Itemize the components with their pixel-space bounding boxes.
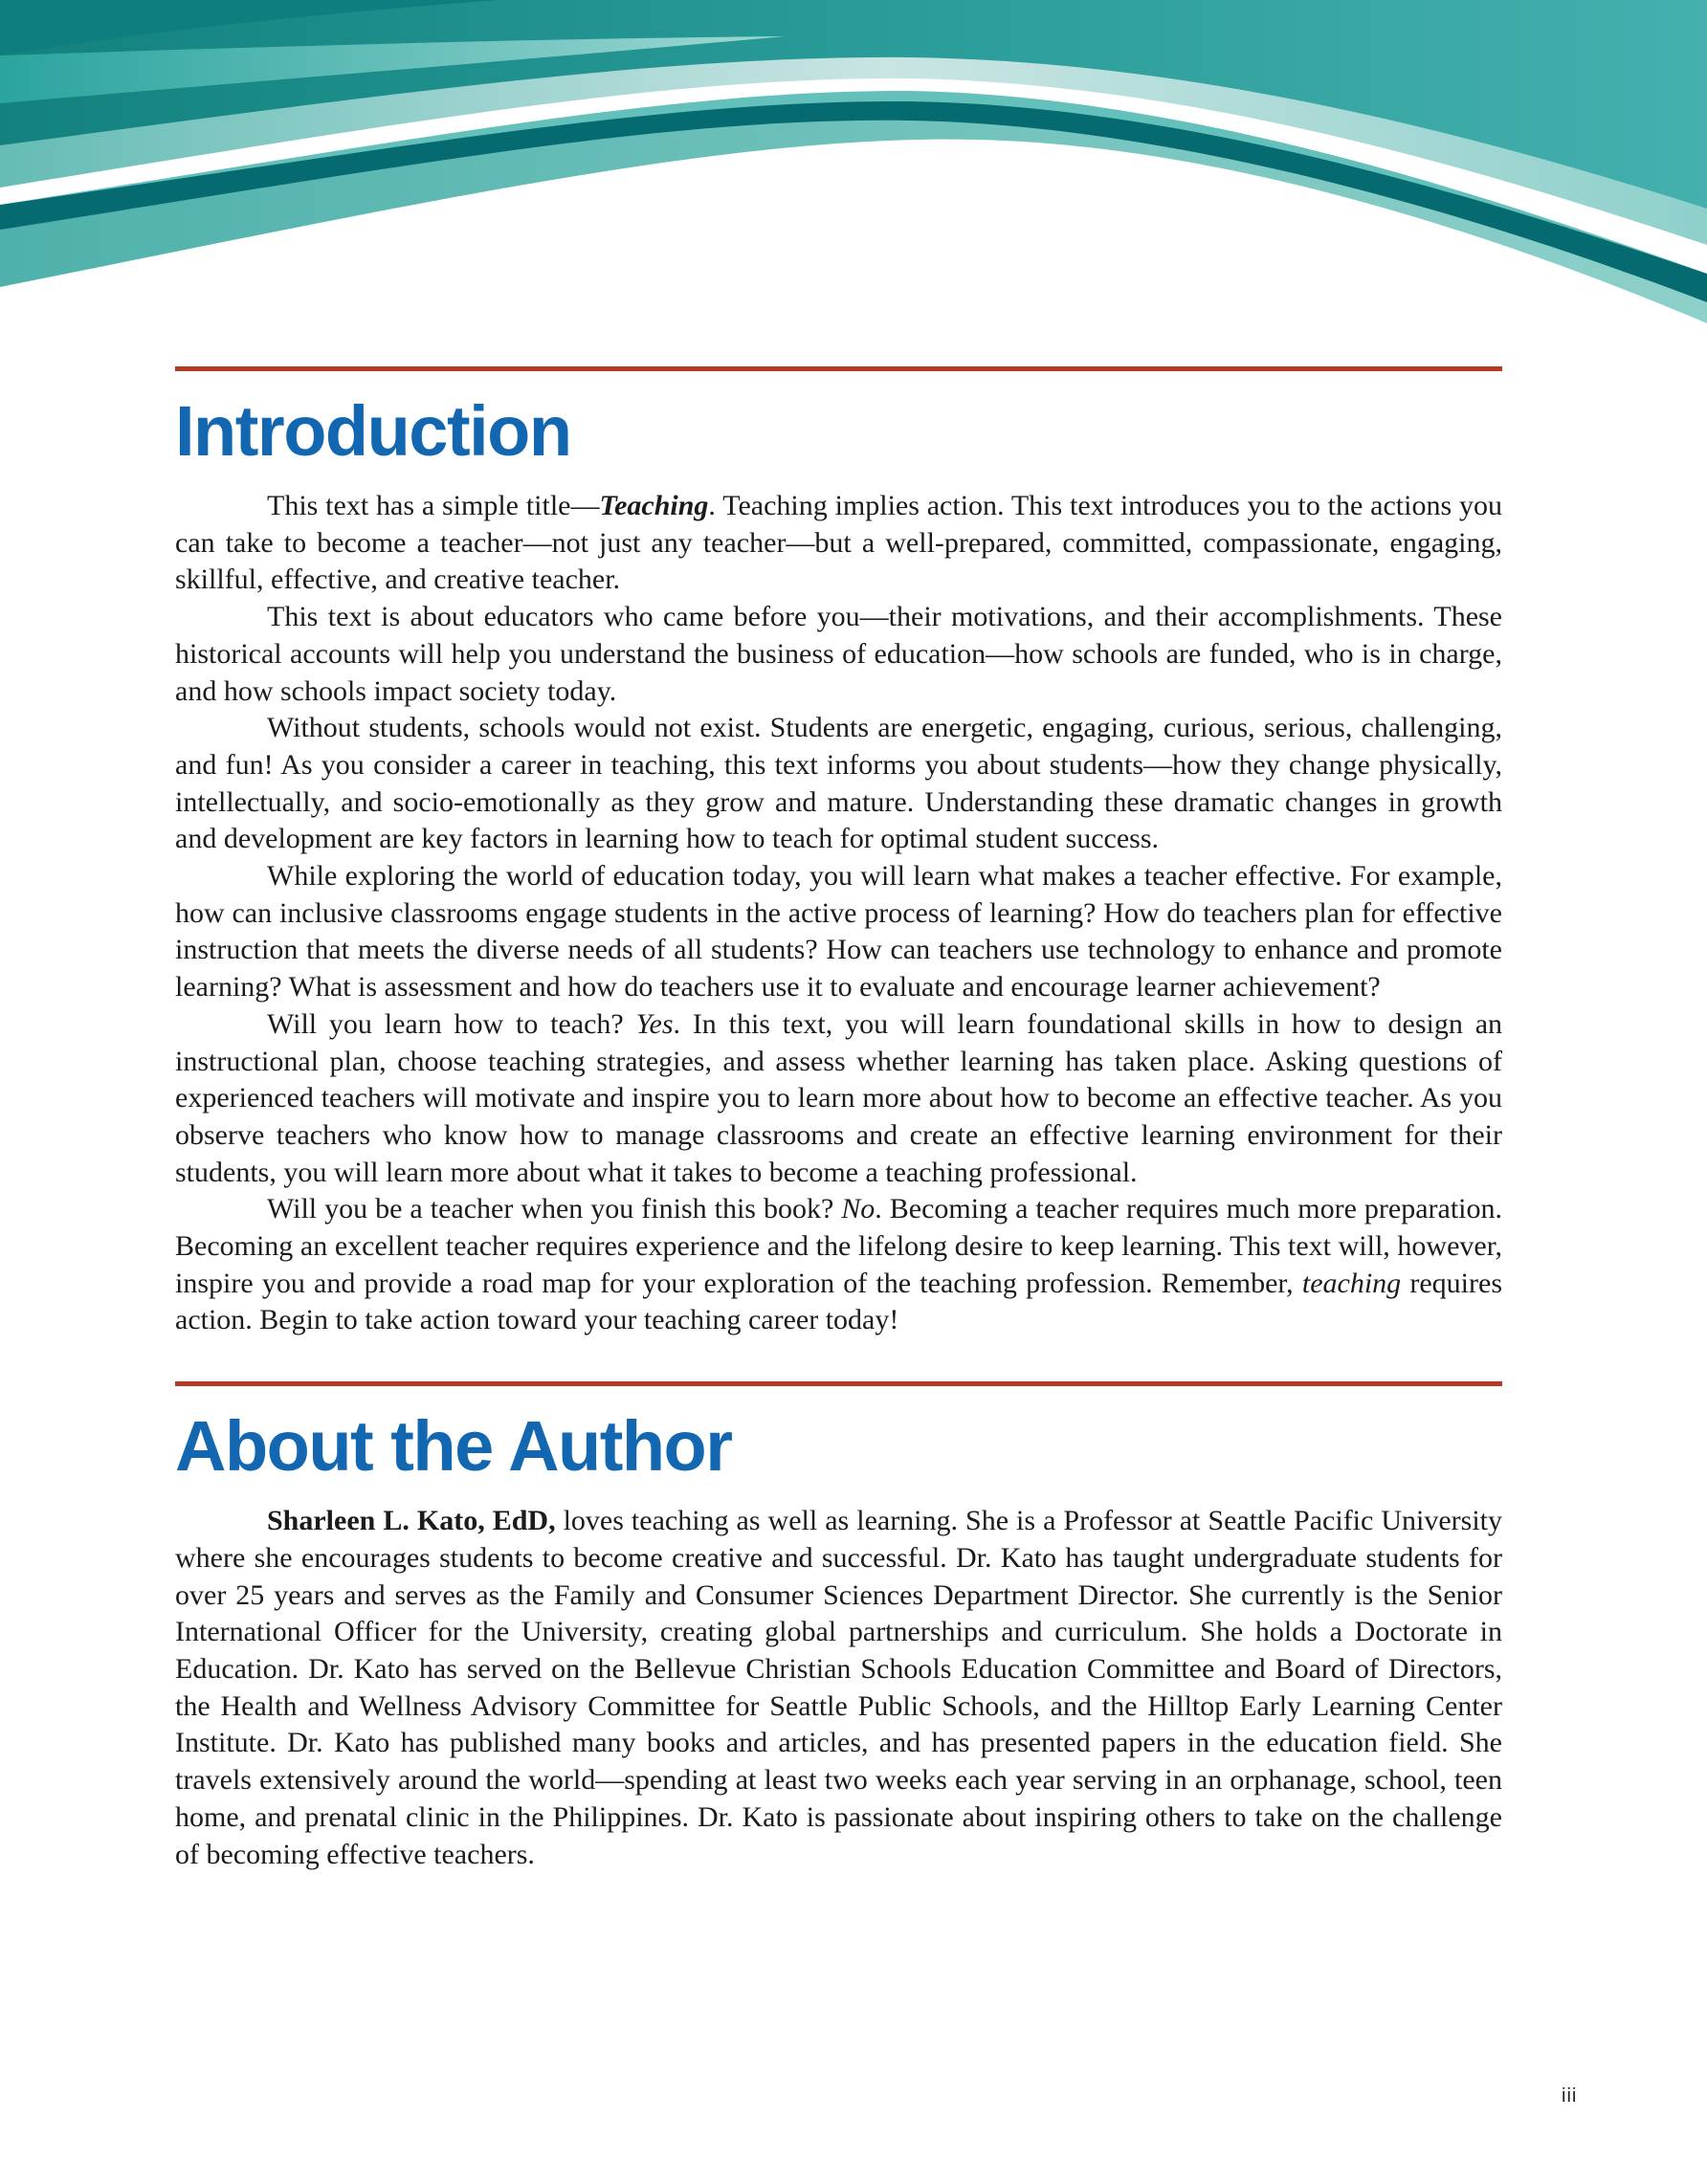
text-segment: Will you learn how to teach?: [267, 1007, 636, 1040]
about-the-author-paragraphs: [175, 1503, 1502, 1873]
section-heading-introduction: Introduction: [175, 391, 571, 471]
text-segment: This text has a simple title—: [267, 490, 600, 521]
page-number: iii: [1562, 2085, 1578, 2107]
text-segment: . Becoming a teacher requires much more preparation. Becoming an excellent teacher requires experience and the lifelong desire to keep learning. This text will, however, inspire you and provide a road map for your exploration of the teaching profession. Remember,: [175, 1193, 1502, 1299]
section-divider-rule: [175, 1381, 1502, 1386]
text-segment: . Teaching implies action. This text introduces you to the actions you can take to become a teacher—not just any teacher—but a well-prepared, committed, compassionate, engaging, skillful, effective, and creative teacher.: [175, 490, 1502, 596]
text-segment: This text is about educators who came before you—their motivations, and their accomplishments. These historical accounts will help you understand the business of education—how schools are funded, who is in charge, and how schools impact society today.: [175, 601, 1502, 707]
paragraph: [175, 710, 1502, 858]
text-segment: While exploring the world of education today, you will learn what makes a teacher effective. For example, how can inclusive classrooms engage students in the active process of learning? How do teachers plan for effective instruction that meets the diverse needs of all students? How can teachers use technology to enhance and promote learning? What is assessment and how do teachers use it to evaluate and encourage learner achievement?: [175, 860, 1502, 1004]
text-segment: . In this text, you will learn foundational skills in how to design an instructional plan, choose teaching strategies, and assess whether learning has taken place. Asking questions of experienced teachers will motivate and inspire you to learn more about how to become an effective teacher. As you observe teachers who know how to manage classrooms and create an effective learning environment for their students, you will learn more about what it takes to become a teaching professional.: [175, 1007, 1503, 1188]
text-segment: Will you be a teacher when you finish this book?: [267, 1193, 842, 1225]
paragraph: [175, 488, 1502, 599]
paragraph: [175, 599, 1502, 710]
text-segment: Sharleen L. Kato, EdD,: [267, 1505, 556, 1537]
text-segment: loves teaching as well as learning. She is a Professor at Seattle Pacific University where she encourages students to become creative and successful. Dr. Kato has taught undergraduate students for over 25 years and serves as the Family and Consumer Sciences Department Director. She currently is the Senior International Officer for the University, creating global partnerships and curriculum. She holds a Doctorate in Education. Dr. Kato has served on the Bellevue Christian Schools Education Committee and Board of Directors, the Health and Wellness Advisory Committee for Seattle Public Schools, and the Hilltop Early Learning Center Institute. Dr. Kato has published many books and articles, and has presented papers in the education field. She travels extensively around the world—spending at least two weeks each year serving in an orphanage, school, teen home, and prenatal clinic in the Philippines. Dr. Kato is passionate about inspiring others to take on the challenge of becoming effective teachers.: [175, 1505, 1502, 1870]
section-divider-rule: [175, 366, 1502, 371]
section-heading-about-the-author: About the Author: [175, 1406, 732, 1487]
paragraph: [175, 1006, 1502, 1192]
text-segment: teaching: [1301, 1267, 1402, 1299]
text-segment: requires action. Begin to take action toward your teaching career today!: [175, 1267, 1502, 1336]
text-segment: Yes: [635, 1007, 674, 1040]
text-segment: Without students, schools would not exist. Students are energetic, engaging, curious, serious, challenging, and fun! As you consider a career in teaching, this text informs you about students—how they change physically, intellectually, and socio-emotionally as they grow and mature. Understanding these dramatic changes in growth and development are key factors in learning how to teach for optimal student success.: [175, 712, 1502, 855]
page-content: [175, 0, 1502, 1873]
paragraph: [175, 858, 1502, 1006]
text-segment: Teaching: [599, 490, 709, 521]
paragraph: [175, 1191, 1502, 1339]
text-segment: No: [841, 1193, 876, 1225]
introduction-paragraphs: [175, 488, 1502, 1339]
paragraph: [175, 1503, 1502, 1873]
